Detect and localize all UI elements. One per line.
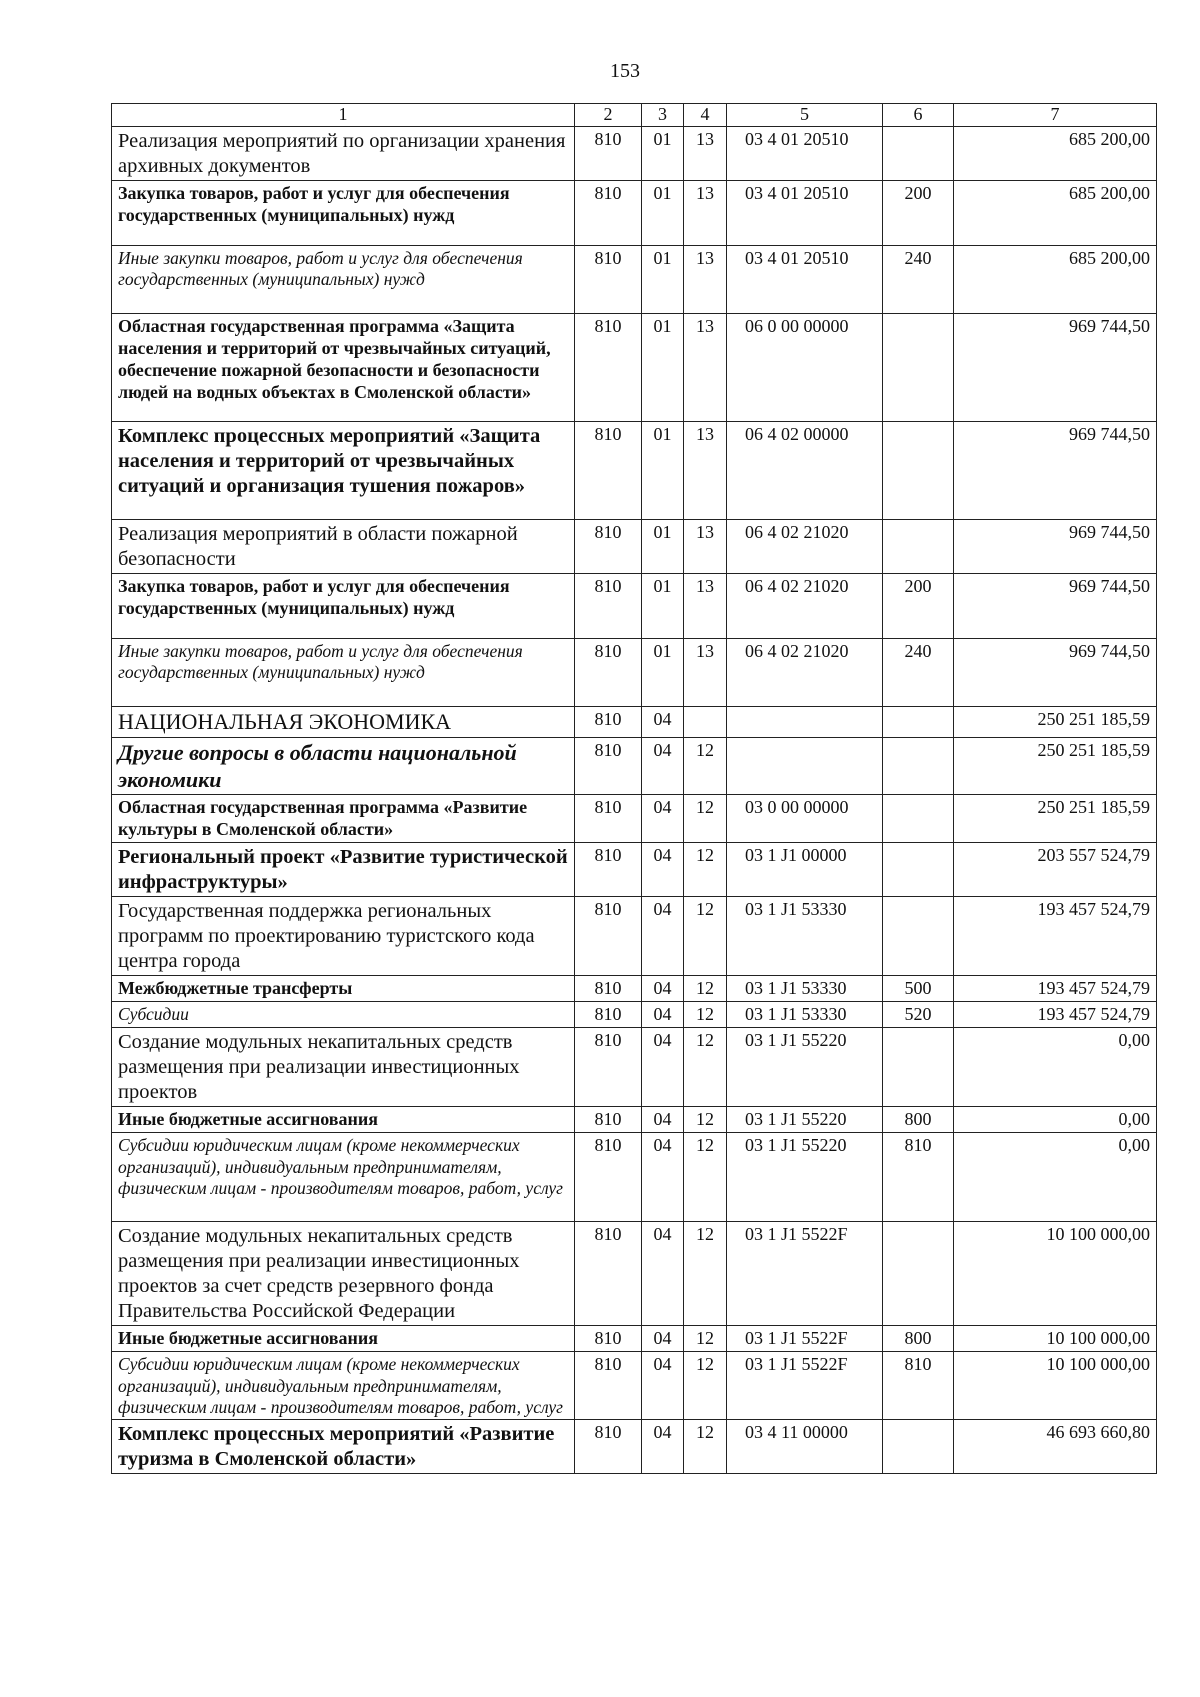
- row-subsection-code: 12: [684, 1107, 727, 1133]
- table-row: [112, 573, 1157, 638]
- row-expense-type-code: 240: [883, 245, 954, 313]
- header-cell: 1: [112, 104, 575, 127]
- row-name: Субсидии юридическим лицам (кроме некоммерческих организаций), индивидуальным предпринимателям, физическим лицам - производителям товаров, работ, услуг: [112, 1133, 575, 1222]
- row-subsection-code: 13: [684, 126, 727, 180]
- row-sum: 250 251 185,59: [954, 795, 1157, 843]
- row-section-code: 01: [642, 519, 684, 573]
- row-subsection-code: 12: [684, 843, 727, 897]
- row-name: НАЦИОНАЛЬНАЯ ЭКОНОМИКА: [112, 706, 575, 737]
- row-target-article-code: 03 4 01 20510: [727, 180, 883, 245]
- row-section-code: 04: [642, 1107, 684, 1133]
- row-name: Комплекс процессных мероприятий «Развитие туризма в Смоленской области»: [112, 1420, 575, 1474]
- row-ved-code: 810: [575, 1352, 642, 1420]
- table-row: [112, 1133, 1157, 1222]
- row-section-code: 01: [642, 126, 684, 180]
- row-subsection-code: 12: [684, 897, 727, 976]
- row-target-article-code: 03 1 J1 5522F: [727, 1352, 883, 1420]
- row-ved-code: 810: [575, 1133, 642, 1222]
- row-subsection-code: 12: [684, 1133, 727, 1222]
- row-subsection-code: 13: [684, 313, 727, 421]
- table-row: [112, 638, 1157, 706]
- table-row: [112, 706, 1157, 737]
- table-row: [112, 1420, 1157, 1474]
- row-expense-type-code: [883, 843, 954, 897]
- header-cell: 6: [883, 104, 954, 127]
- table-row: [112, 795, 1157, 843]
- table-row: [112, 245, 1157, 313]
- row-expense-type-code: [883, 1420, 954, 1474]
- row-sum: 969 744,50: [954, 313, 1157, 421]
- row-name: Иные бюджетные ассигнования: [112, 1326, 575, 1352]
- row-subsection-code: [684, 706, 727, 737]
- row-target-article-code: [727, 737, 883, 795]
- row-ved-code: 810: [575, 737, 642, 795]
- row-name: Создание модульных некапитальных средств размещения при реализации инвестиционных проектов за счет средств резервного фонда Правительства Российской Федерации: [112, 1222, 575, 1326]
- table-row: [112, 1222, 1157, 1326]
- row-name: Иные закупки товаров, работ и услуг для обеспечения государственных (муниципальных) нужд: [112, 638, 575, 706]
- row-name: Реализация мероприятий в области пожарной безопасности: [112, 519, 575, 573]
- row-sum: 969 744,50: [954, 519, 1157, 573]
- row-expense-type-code: 800: [883, 1107, 954, 1133]
- row-target-article-code: [727, 706, 883, 737]
- row-target-article-code: 03 4 01 20510: [727, 245, 883, 313]
- row-target-article-code: 06 4 02 21020: [727, 638, 883, 706]
- row-target-article-code: 03 4 11 00000: [727, 1420, 883, 1474]
- row-section-code: 01: [642, 313, 684, 421]
- table-row: [112, 897, 1157, 976]
- table-row: [112, 737, 1157, 795]
- row-subsection-code: 13: [684, 180, 727, 245]
- row-ved-code: 810: [575, 1028, 642, 1107]
- row-expense-type-code: 240: [883, 638, 954, 706]
- row-name: Создание модульных некапитальных средств размещения при реализации инвестиционных проектов: [112, 1028, 575, 1107]
- row-target-article-code: 03 1 J1 55220: [727, 1107, 883, 1133]
- row-sum: 685 200,00: [954, 180, 1157, 245]
- row-ved-code: 810: [575, 795, 642, 843]
- row-subsection-code: 13: [684, 421, 727, 519]
- row-sum: 250 251 185,59: [954, 737, 1157, 795]
- row-target-article-code: 03 1 J1 5522F: [727, 1222, 883, 1326]
- row-subsection-code: 12: [684, 1002, 727, 1028]
- table-row: [112, 421, 1157, 519]
- row-ved-code: 810: [575, 126, 642, 180]
- row-section-code: 04: [642, 795, 684, 843]
- row-ved-code: 810: [575, 1420, 642, 1474]
- row-expense-type-code: 810: [883, 1133, 954, 1222]
- row-section-code: 04: [642, 1326, 684, 1352]
- row-expense-type-code: [883, 737, 954, 795]
- budget-table: [111, 103, 1157, 1474]
- row-ved-code: 810: [575, 843, 642, 897]
- row-ved-code: 810: [575, 519, 642, 573]
- row-target-article-code: 03 1 J1 5522F: [727, 1326, 883, 1352]
- row-target-article-code: 03 1 J1 00000: [727, 843, 883, 897]
- row-name: Иные закупки товаров, работ и услуг для обеспечения государственных (муниципальных) нужд: [112, 245, 575, 313]
- row-sum: 250 251 185,59: [954, 706, 1157, 737]
- row-subsection-code: 12: [684, 1326, 727, 1352]
- row-sum: 0,00: [954, 1133, 1157, 1222]
- row-ved-code: 810: [575, 1107, 642, 1133]
- table-row: [112, 126, 1157, 180]
- row-sum: 0,00: [954, 1028, 1157, 1107]
- row-name: Иные бюджетные ассигнования: [112, 1107, 575, 1133]
- row-sum: 685 200,00: [954, 126, 1157, 180]
- row-target-article-code: 03 4 01 20510: [727, 126, 883, 180]
- row-subsection-code: 12: [684, 737, 727, 795]
- row-subsection-code: 12: [684, 1028, 727, 1107]
- row-subsection-code: 12: [684, 1420, 727, 1474]
- row-ved-code: 810: [575, 313, 642, 421]
- row-section-code: 01: [642, 421, 684, 519]
- row-name: Закупка товаров, работ и услуг для обеспечения государственных (муниципальных) нужд: [112, 180, 575, 245]
- row-section-code: 01: [642, 638, 684, 706]
- row-section-code: 04: [642, 1352, 684, 1420]
- row-target-article-code: 06 0 00 00000: [727, 313, 883, 421]
- row-sum: 685 200,00: [954, 245, 1157, 313]
- row-expense-type-code: 500: [883, 976, 954, 1002]
- table-row: [112, 1326, 1157, 1352]
- row-target-article-code: 06 4 02 21020: [727, 519, 883, 573]
- row-subsection-code: 13: [684, 573, 727, 638]
- row-ved-code: 810: [575, 1222, 642, 1326]
- row-expense-type-code: 520: [883, 1002, 954, 1028]
- row-name: Комплекс процессных мероприятий «Защита населения и территорий от чрезвычайных ситуаций и организация тушения пожаров»: [112, 421, 575, 519]
- row-section-code: 04: [642, 897, 684, 976]
- row-name: Межбюджетные трансферты: [112, 976, 575, 1002]
- row-sum: 10 100 000,00: [954, 1326, 1157, 1352]
- row-expense-type-code: 800: [883, 1326, 954, 1352]
- table-row: [112, 519, 1157, 573]
- row-subsection-code: 12: [684, 795, 727, 843]
- row-ved-code: 810: [575, 897, 642, 976]
- page-number: 153: [610, 60, 640, 82]
- row-sum: 10 100 000,00: [954, 1352, 1157, 1420]
- row-ved-code: 810: [575, 638, 642, 706]
- row-section-code: 04: [642, 1420, 684, 1474]
- row-subsection-code: 12: [684, 976, 727, 1002]
- row-expense-type-code: 200: [883, 180, 954, 245]
- row-name: Субсидии юридическим лицам (кроме некоммерческих организаций), индивидуальным предпринимателям, физическим лицам - производителям товаров, работ, услуг: [112, 1352, 575, 1420]
- row-name: Областная государственная программа «Защита населения и территорий от чрезвычайных ситуаций, обеспечение пожарной безопасности и безопасности людей на водных объектах в Смоленской области»: [112, 313, 575, 421]
- row-target-article-code: 03 1 J1 55220: [727, 1133, 883, 1222]
- row-section-code: 04: [642, 843, 684, 897]
- row-expense-type-code: [883, 421, 954, 519]
- row-section-code: 04: [642, 976, 684, 1002]
- row-target-article-code: 06 4 02 00000: [727, 421, 883, 519]
- row-ved-code: 810: [575, 421, 642, 519]
- row-expense-type-code: [883, 126, 954, 180]
- row-expense-type-code: [883, 519, 954, 573]
- row-target-article-code: 06 4 02 21020: [727, 573, 883, 638]
- row-subsection-code: 13: [684, 638, 727, 706]
- table-row: [112, 1352, 1157, 1420]
- header-cell: 5: [727, 104, 883, 127]
- row-sum: 969 744,50: [954, 638, 1157, 706]
- row-target-article-code: 03 1 J1 53330: [727, 976, 883, 1002]
- row-ved-code: 810: [575, 976, 642, 1002]
- row-sum: 0,00: [954, 1107, 1157, 1133]
- row-expense-type-code: 200: [883, 573, 954, 638]
- row-expense-type-code: [883, 1028, 954, 1107]
- row-target-article-code: 03 1 J1 53330: [727, 1002, 883, 1028]
- row-name: Другие вопросы в области национальной экономики: [112, 737, 575, 795]
- row-expense-type-code: [883, 795, 954, 843]
- row-sum: 193 457 524,79: [954, 897, 1157, 976]
- row-ved-code: 810: [575, 245, 642, 313]
- table-row: [112, 1107, 1157, 1133]
- row-ved-code: 810: [575, 1326, 642, 1352]
- row-section-code: 04: [642, 737, 684, 795]
- row-name: Областная государственная программа «Развитие культуры в Смоленской области»: [112, 795, 575, 843]
- table-row: [112, 1028, 1157, 1107]
- row-expense-type-code: [883, 706, 954, 737]
- row-subsection-code: 13: [684, 245, 727, 313]
- table-row: [112, 1002, 1157, 1028]
- row-section-code: 04: [642, 1002, 684, 1028]
- row-section-code: 04: [642, 1222, 684, 1326]
- row-target-article-code: 03 1 J1 55220: [727, 1028, 883, 1107]
- row-section-code: 01: [642, 245, 684, 313]
- row-sum: 193 457 524,79: [954, 976, 1157, 1002]
- row-subsection-code: 12: [684, 1352, 727, 1420]
- row-ved-code: 810: [575, 706, 642, 737]
- row-expense-type-code: [883, 1222, 954, 1326]
- row-target-article-code: 03 1 J1 53330: [727, 897, 883, 976]
- row-sum: 193 457 524,79: [954, 1002, 1157, 1028]
- row-name: Реализация мероприятий по организации хранения архивных документов: [112, 126, 575, 180]
- row-section-code: 04: [642, 1028, 684, 1107]
- row-ved-code: 810: [575, 1002, 642, 1028]
- row-sum: 969 744,50: [954, 421, 1157, 519]
- row-sum: 969 744,50: [954, 573, 1157, 638]
- table-row: [112, 976, 1157, 1002]
- header-cell: 3: [642, 104, 684, 127]
- header-cell: 2: [575, 104, 642, 127]
- row-expense-type-code: [883, 313, 954, 421]
- row-section-code: 01: [642, 573, 684, 638]
- row-subsection-code: 13: [684, 519, 727, 573]
- row-sum: 203 557 524,79: [954, 843, 1157, 897]
- row-name: Государственная поддержка региональных программ по проектированию туристского кода центра города: [112, 897, 575, 976]
- row-expense-type-code: 810: [883, 1352, 954, 1420]
- table-row: [112, 180, 1157, 245]
- row-sum: 46 693 660,80: [954, 1420, 1157, 1474]
- row-name: Региональный проект «Развитие туристической инфраструктуры»: [112, 843, 575, 897]
- row-ved-code: 810: [575, 180, 642, 245]
- row-expense-type-code: [883, 897, 954, 976]
- row-ved-code: 810: [575, 573, 642, 638]
- header-cell: 7: [954, 104, 1157, 127]
- header-cell: 4: [684, 104, 727, 127]
- table-header-row: [112, 104, 1157, 127]
- row-subsection-code: 12: [684, 1222, 727, 1326]
- table-row: [112, 843, 1157, 897]
- row-section-code: 04: [642, 706, 684, 737]
- row-name: Закупка товаров, работ и услуг для обеспечения государственных (муниципальных) нужд: [112, 573, 575, 638]
- row-section-code: 04: [642, 1133, 684, 1222]
- row-target-article-code: 03 0 00 00000: [727, 795, 883, 843]
- row-name: Субсидии: [112, 1002, 575, 1028]
- row-sum: 10 100 000,00: [954, 1222, 1157, 1326]
- table-row: [112, 313, 1157, 421]
- row-section-code: 01: [642, 180, 684, 245]
